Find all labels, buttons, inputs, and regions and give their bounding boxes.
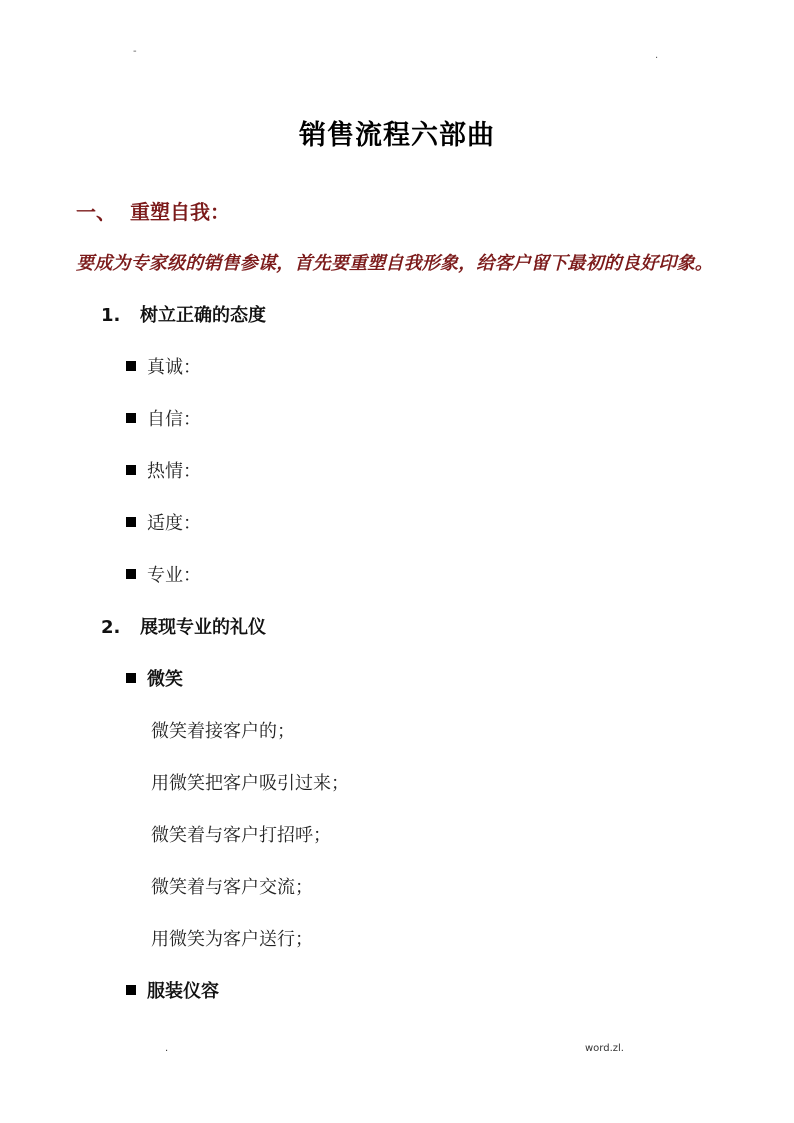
subsection-number: 1.: [101, 305, 121, 326]
bullet-item: [126, 353, 201, 379]
bullet-item: [126, 561, 201, 587]
bullet-item: [126, 457, 201, 483]
page-title: 销售流程六部曲: [299, 120, 495, 151]
bullet-item-smile: [126, 665, 183, 691]
header-right-mark: .: [655, 50, 659, 61]
section-title: 重塑自我：: [130, 200, 230, 224]
subsection-number: 2.: [101, 617, 121, 638]
footer-left-mark: .: [165, 1043, 169, 1054]
bullet-label: 自信：: [147, 409, 201, 430]
square-bullet-icon: [126, 985, 136, 995]
subsection-heading-2: [101, 613, 266, 639]
square-bullet-icon: [126, 517, 136, 527]
smile-line: 用微笑把客户吸引过来；: [151, 773, 349, 794]
smile-line: 用微笑为客户送行；: [151, 929, 313, 950]
smile-line: 微笑着与客户交流；: [151, 877, 313, 898]
subsection-heading-1: [101, 301, 266, 327]
bullet-label: 真诚：: [147, 357, 201, 378]
footer-right-mark: word.zl.: [585, 1043, 624, 1054]
bullet-label: 专业：: [147, 565, 201, 586]
bullet-label: 微笑: [147, 669, 183, 690]
smile-line: 微笑着与客户打招呼；: [151, 825, 331, 846]
square-bullet-icon: [126, 413, 136, 423]
square-bullet-icon: [126, 465, 136, 475]
bullet-item: [126, 405, 201, 431]
square-bullet-icon: [126, 569, 136, 579]
bullet-item: [126, 509, 201, 535]
bullet-label: 热情：: [147, 461, 201, 482]
section-intro: 要成为专家级的销售参谋，首先要重塑自我形象，给客户留下最初的良好印象。: [76, 253, 713, 274]
subsection-title: 展现专业的礼仪: [140, 617, 266, 638]
section-heading: [76, 196, 230, 225]
smile-line: 微笑着接客户的；: [151, 721, 295, 742]
subsection-title: 树立正确的态度: [140, 305, 266, 326]
square-bullet-icon: [126, 673, 136, 683]
section-number: 一、: [76, 200, 116, 224]
bullet-item-attire: [126, 977, 219, 1003]
square-bullet-icon: [126, 361, 136, 371]
bullet-label: 适度：: [147, 513, 201, 534]
header-left-mark: -: [133, 46, 137, 57]
bullet-label: 服装仪容: [147, 981, 219, 1002]
